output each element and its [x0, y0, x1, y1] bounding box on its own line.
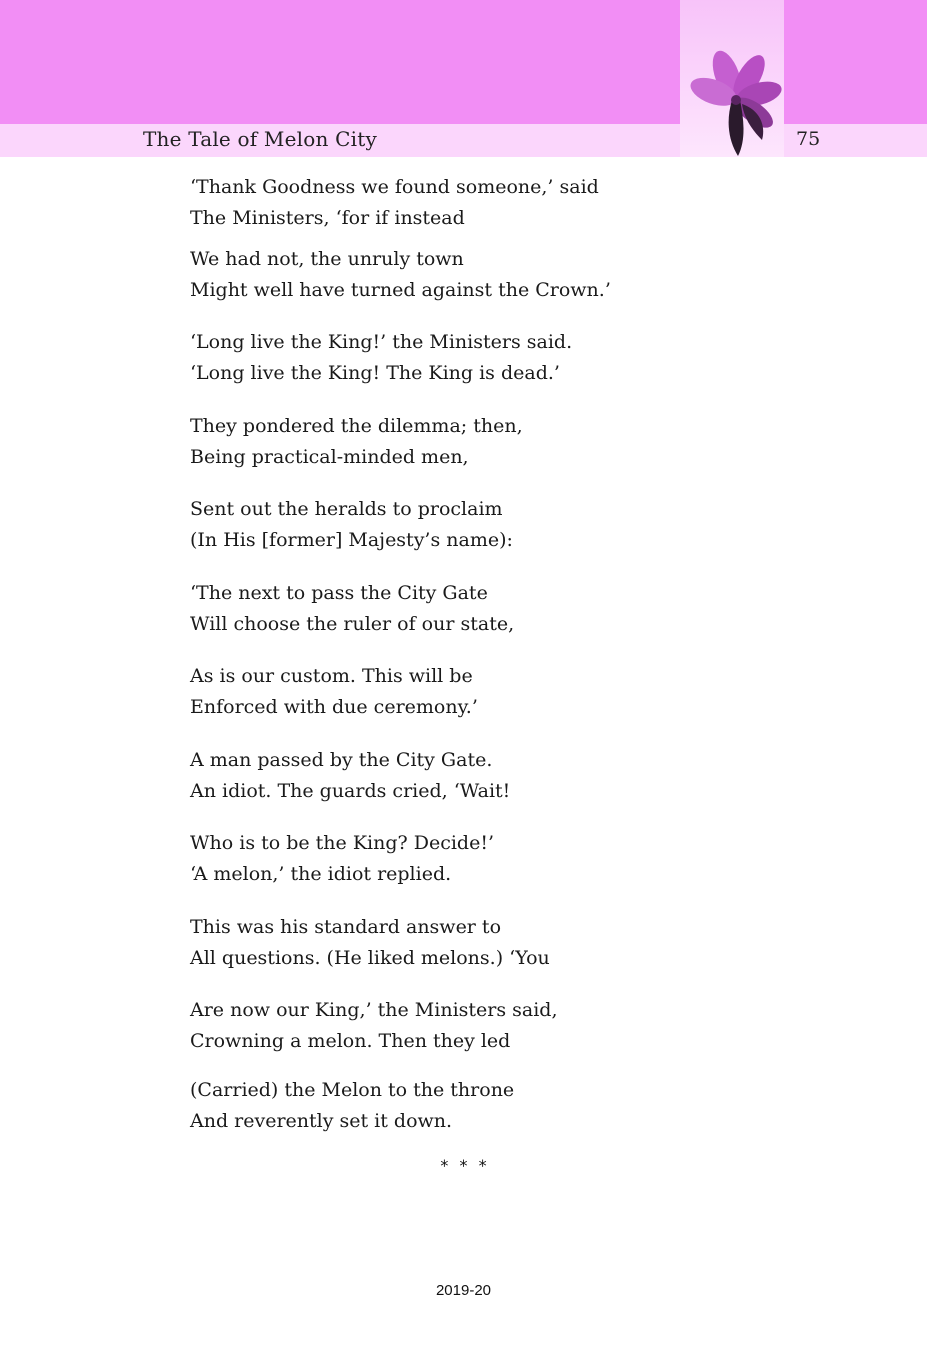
flower-icon — [680, 0, 784, 157]
poem-line: ‘A melon,’ the idiot replied. — [190, 863, 452, 885]
poem-line: This was his standard answer to — [190, 916, 502, 938]
poem-line: The Ministers, ‘for if instead — [190, 207, 465, 229]
stanza-5 — [190, 494, 750, 556]
stanza-3 — [190, 327, 750, 389]
poem-line: Crowning a melon. Then they led — [190, 1030, 511, 1052]
header-top-band — [0, 0, 927, 124]
running-title: The Tale of Melon City — [143, 127, 377, 151]
poem-line: An idiot. The guards cried, ‘Wait! — [190, 780, 511, 802]
poem-line: ‘Long live the King!’ the Ministers said. — [190, 331, 573, 353]
stanza-11 — [190, 995, 750, 1057]
poem-line: A man passed by the City Gate. — [190, 749, 493, 771]
poem-line: (In His [former] Majesty’s name): — [190, 529, 513, 551]
stanza-12 — [190, 1075, 750, 1137]
poem-line: Enforced with due ceremony.’ — [190, 696, 478, 718]
poem-line: (Carried) the Melon to the throne — [190, 1079, 515, 1101]
poem-line: We had not, the unruly town — [190, 248, 464, 270]
poem-line: Are now our King,’ the Ministers said, — [190, 999, 558, 1021]
stanza-8 — [190, 745, 750, 807]
flower-ornament-panel — [680, 0, 784, 157]
stanza-6 — [190, 578, 750, 640]
poem-line: Being practical-minded men, — [190, 446, 469, 468]
poem-line: ‘Long live the King! The King is dead.’ — [190, 362, 560, 384]
poem-line: Will choose the ruler of our state, — [190, 613, 515, 635]
stanza-1 — [190, 172, 750, 234]
stanza-10 — [190, 912, 750, 974]
stanza-9 — [190, 828, 750, 890]
poem-line: Sent out the heralds to proclaim — [190, 498, 503, 520]
poem-line: ‘Thank Goodness we found someone,’ said — [190, 176, 599, 198]
stanza-2 — [190, 244, 750, 306]
page-number: 75 — [796, 128, 821, 150]
poem-line: Who is to be the King? Decide!’ — [190, 832, 494, 854]
section-separator: * * * — [440, 1156, 490, 1175]
stanza-4 — [190, 411, 750, 473]
poem-line: All questions. (He liked melons.) ‘You — [190, 947, 550, 969]
poem-line: ‘The next to pass the City Gate — [190, 582, 488, 604]
poem-line: As is our custom. This will be — [190, 665, 473, 687]
poem-line: They pondered the dilemma; then, — [190, 415, 523, 437]
poem-line: And reverently set it down. — [190, 1110, 453, 1132]
footer-year: 2019-20 — [435, 1282, 492, 1299]
stanza-7 — [190, 661, 750, 723]
header-title-band — [0, 124, 927, 157]
poem-line: Might well have turned against the Crown.’ — [190, 279, 611, 301]
